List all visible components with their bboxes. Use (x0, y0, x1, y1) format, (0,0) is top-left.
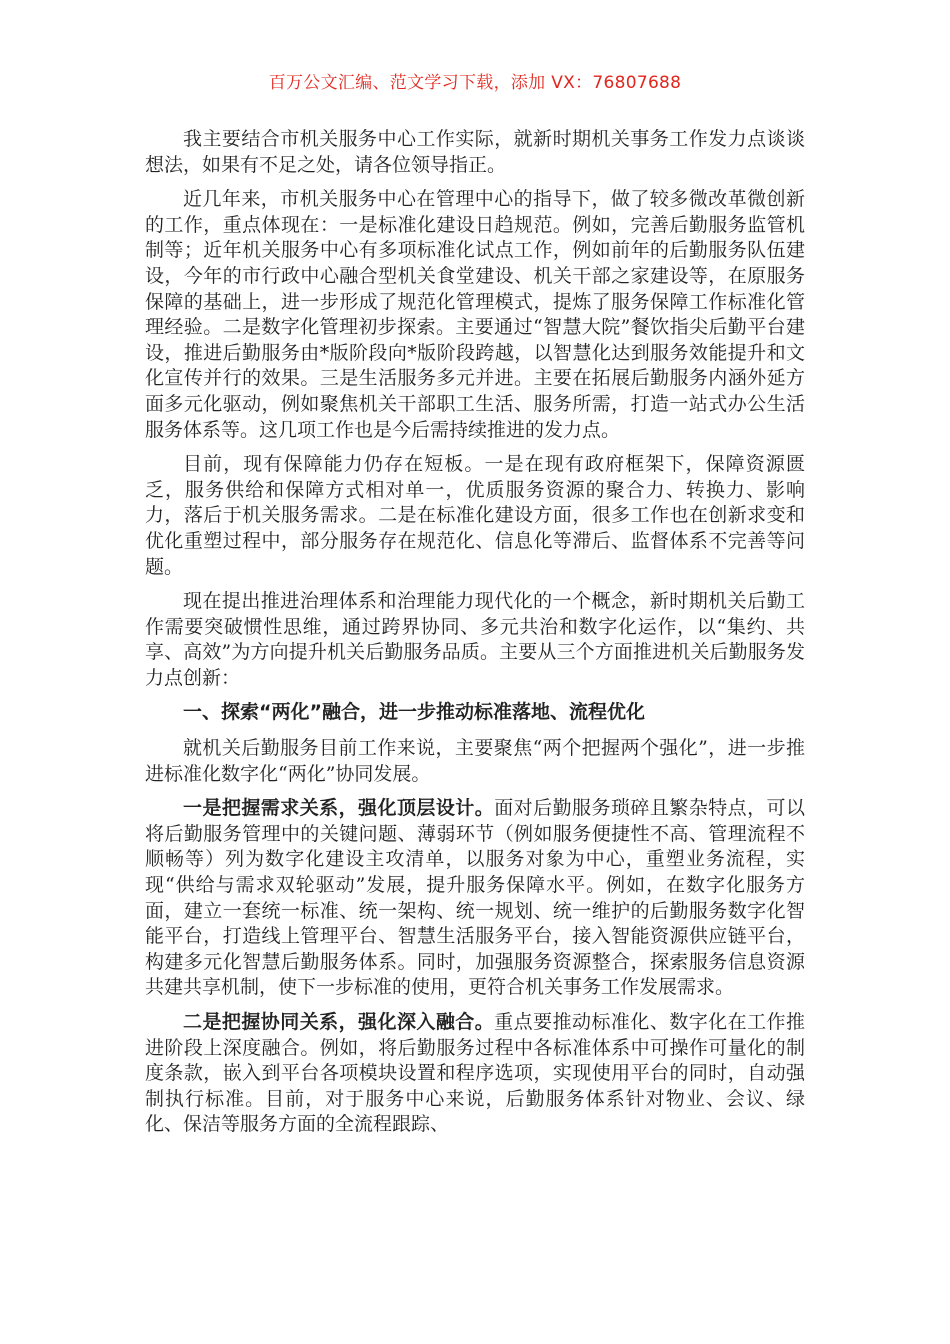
paragraph-intro: 我主要结合市机关服务中心工作实际，就新时期机关事务工作发力点谈谈想法，如果有不足之处，请各位领导指正。 (145, 128, 805, 176)
paragraph-shortcomings: 目前，现有保障能力仍存在短板。一是在现有政府框架下，保障资源匮乏，服务供给和保障方式相对单一，优质服务资源的聚合力、转换力、影响力，落后于机关服务需求。二是在标准化建设方面，很多工作也在创新求变和优化重塑过程中，部分服务存在规范化、信息化等滞后、监督体系不完善等问题。 (145, 453, 805, 578)
section-heading-1: 一、探索“两化”融合，进一步推动标准落地、流程优化 (183, 701, 645, 724)
point-2-lead: 二是把握协同关系，强化深入融合。 (183, 1011, 495, 1033)
paragraph-point-2 (145, 1010, 805, 1138)
paragraph-focus: 就机关后勤服务目前工作来说，主要聚焦“两个把握两个强化”，进一步推进标准化数字化“两化”协同发展。 (145, 737, 805, 785)
point-1-lead: 一是把握需求关系，强化顶层设计。 (183, 797, 495, 820)
paragraph-point-1 (145, 796, 805, 1001)
watermark-banner: 百万公文汇编、范文学习下载，添加 VX：76807688 (268, 73, 682, 93)
point-1-text: 面对后勤服务琐碎且繁杂特点，可以将后勤服务管理中的关键问题、薄弱环节（例如服务便捷性不高、管理流程不顺畅等）列为数字化建设主攻清单，以服务对象为中心，重塑业务流程，实现“供给与需求双轮驱动”发展，提升服务保障水平。例如，在数字化服务方面，建立一套统一标准、统一架构、统一规划、统一维护的后勤服务数字化智能平台，打造线上管理平台、智慧生活服务平台，接入智能资源供应链平台，构建多元化智慧后勤服务体系。同时，加强服务资源整合，探索服务信息资源共建共享机制，使下一步标准的使用，更符合机关事务工作发展需求。 (145, 797, 805, 999)
paragraph-achievements: 近几年来，市机关服务中心在管理中心的指导下，做了较多微改革微创新的工作，重点体现在：一是标准化建设日趋规范。例如，完善后勤服务监管机制等；近年机关服务中心有多项标准化试点工作，例如前年的后勤服务队伍建设，今年的市行政中心融合型机关食堂建设、机关干部之家建设等，在原服务保障的基础上，进一步形成了规范化管理模式，提炼了服务保障工作标准化管理经验。二是数字化管理初步探索。主要通过“智慧大院”餐饮指尖后勤平台建设，推进后勤服务由*版阶段向*版阶段跨越，以智慧化达到服务效能提升和文化宣传并行的效果。三是生活服务多元并进。主要在拓展后勤服务内涵外延方面多元化驱动，例如聚焦机关干部职工生活、服务所需，打造一站式办公生活服务体系等。这几项工作也是今后需持续推进的发力点。 (145, 188, 805, 441)
point-2-text: 重点要推动标准化、数字化在工作推进阶段上深度融合。例如，将后勤服务过程中各标准体系中可操作可量化的制度条款，嵌入到平台各项模块设置和程序选项，实现使用平台的同时，自动强制执行标准。目前，对于服务中心来说，后勤服务体系针对物业、会议、绿化、保洁等服务方面的全流程跟踪、 (145, 1011, 805, 1136)
document-body (145, 127, 805, 1147)
paragraph-innovation: 现在提出推进治理体系和治理能力现代化的一个概念，新时期机关后勤工作需要突破惯性思维，通过跨界协同、多元共治和数字化运作，以“集约、共享、高效”为方向提升机关后勤服务品质。主要从三个方面推进机关后勤服务发力点创新： (145, 590, 805, 689)
